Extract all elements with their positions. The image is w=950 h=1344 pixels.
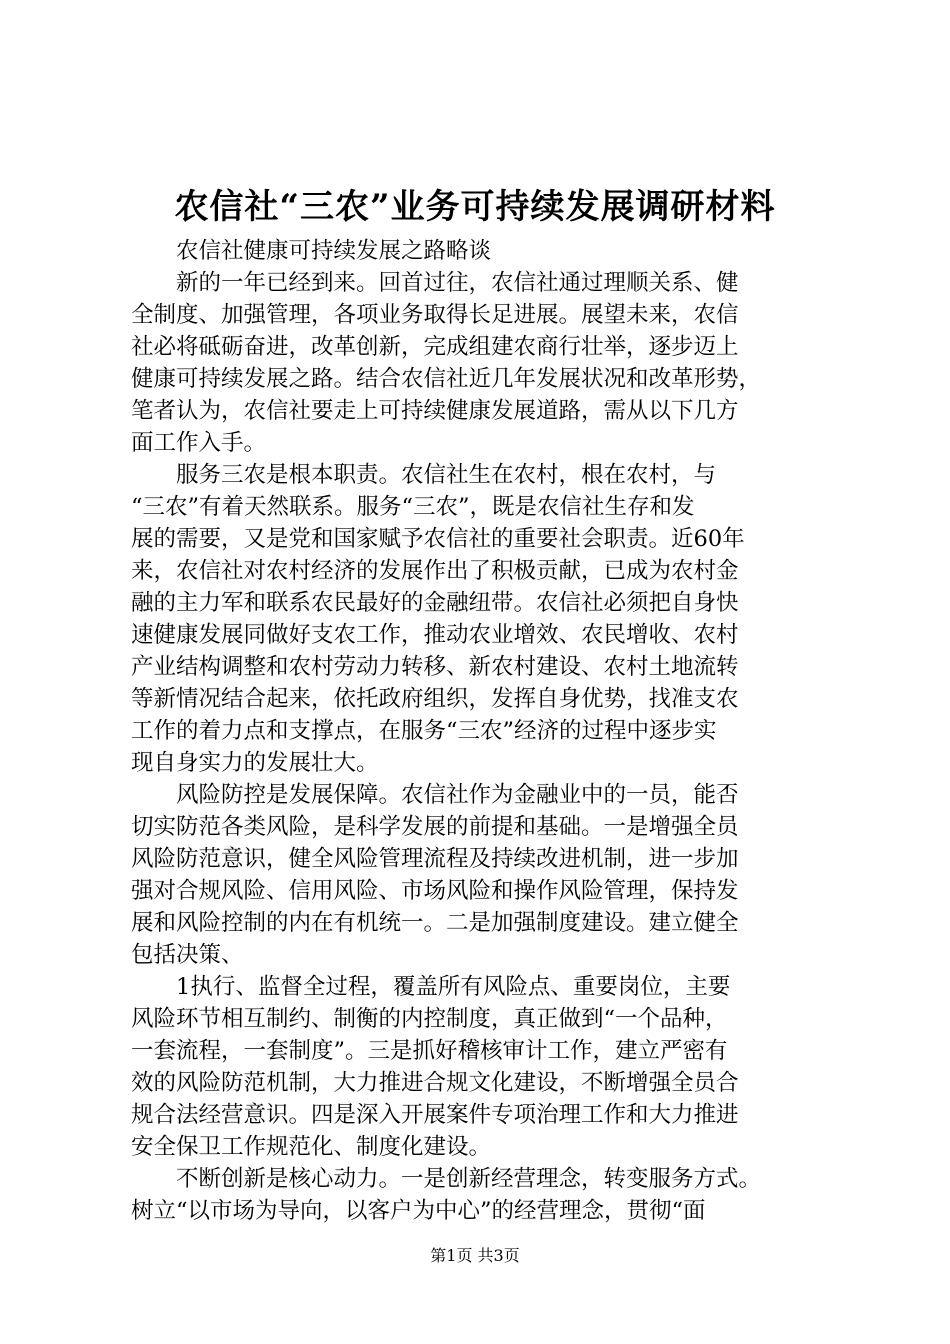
- body-text-line: 展和风险控制的内在有机统一。二是加强制度建设。建立健全: [131, 910, 739, 936]
- document-title: 农信社“三农”业务可持续发展调研材料: [174, 187, 776, 227]
- body-text-line: 一套流程，一套制度”。三是抓好稽核审计工作，建立严密有: [131, 1038, 728, 1064]
- body-text-line: “三农”有着天然联系。服务“三农”，既是农信社生存和发: [131, 494, 695, 520]
- body-text-line: 规合法经营意识。四是深入开展案件专项治理工作和大力推进: [131, 1102, 739, 1128]
- body-text-line: 不断创新是核心动力。一是创新经营理念，转变服务方式。: [131, 1166, 762, 1192]
- body-text-line: 展的需要，又是党和国家赋予农信社的重要社会职责。近60年: [131, 526, 745, 552]
- body-text-line: 工作的着力点和支撑点，在服务“三农”经济的过程中逐步实: [131, 718, 717, 744]
- body-text-line: 效的风险防范机制，大力推进合规文化建设，不断增强全员合: [131, 1070, 739, 1096]
- body-text-line: 来，农信社对农村经济的发展作出了积极贡献，已成为农村金: [131, 558, 739, 584]
- body-text-line: 速健康发展同做好支农工作，推动农业增效、农民增收、农村: [131, 622, 739, 648]
- document-body: [131, 235, 851, 1227]
- body-text-line: 社必将砥砺奋进，改革创新，完成组建农商行壮举，逐步迈上: [131, 334, 739, 360]
- body-text-line: 现自身实力的发展壮大。: [131, 750, 379, 776]
- body-text-line: 健康可持续发展之路。结合农信社近几年发展状况和改革形势，: [131, 366, 762, 392]
- body-text-line: 服务三农是根本职责。农信社生在农村，根在农村，与: [131, 462, 717, 488]
- body-text-line: 风险防范意识，健全风险管理流程及持续改进机制，进一步加: [131, 846, 739, 872]
- body-text-line: 笔者认为，农信社要走上可持续健康发展道路，需从以下几方: [131, 398, 739, 424]
- body-text-line: 1执行、监督全过程，覆盖所有风险点、重要岗位，主要: [131, 974, 731, 1000]
- body-text-line: 包括决策、: [131, 942, 244, 968]
- body-text-line: 强对合规风险、信用风险、市场风险和操作风险管理，保持发: [131, 878, 739, 904]
- body-text-line: 安全保卫工作规范化、制度化建设。: [131, 1134, 492, 1160]
- body-text-line: 风险防控是发展保障。农信社作为金融业中的一员，能否: [131, 782, 739, 808]
- body-text-line: 农信社健康可持续发展之路略谈: [131, 238, 492, 264]
- body-text-line: 树立“以市场为导向，以客户为中心”的经营理念，贯彻“面: [131, 1198, 706, 1224]
- body-text-line: 等新情况结合起来，依托政府组织，发挥自身优势，找准支农: [131, 686, 739, 712]
- body-text-line: 产业结构调整和农村劳动力转移、新农村建设、农村土地流转: [131, 654, 739, 680]
- body-text-line: 风险环节相互制约、制衡的内控制度，真正做到“一个品种，: [131, 1006, 728, 1032]
- page-footer: 第1页 共3页: [430, 1246, 520, 1265]
- body-text-line: 融的主力军和联系农民最好的金融纽带。农信社必须把自身快: [131, 590, 739, 616]
- body-text-line: 新的一年已经到来。回首过往，农信社通过理顺关系、健: [131, 270, 739, 296]
- body-text-line: 切实防范各类风险，是科学发展的前提和基础。一是增强全员: [131, 814, 739, 840]
- body-text-line: 面工作入手。: [131, 430, 267, 456]
- body-text-line: 全制度、加强管理，各项业务取得长足进展。展望未来，农信: [131, 302, 739, 328]
